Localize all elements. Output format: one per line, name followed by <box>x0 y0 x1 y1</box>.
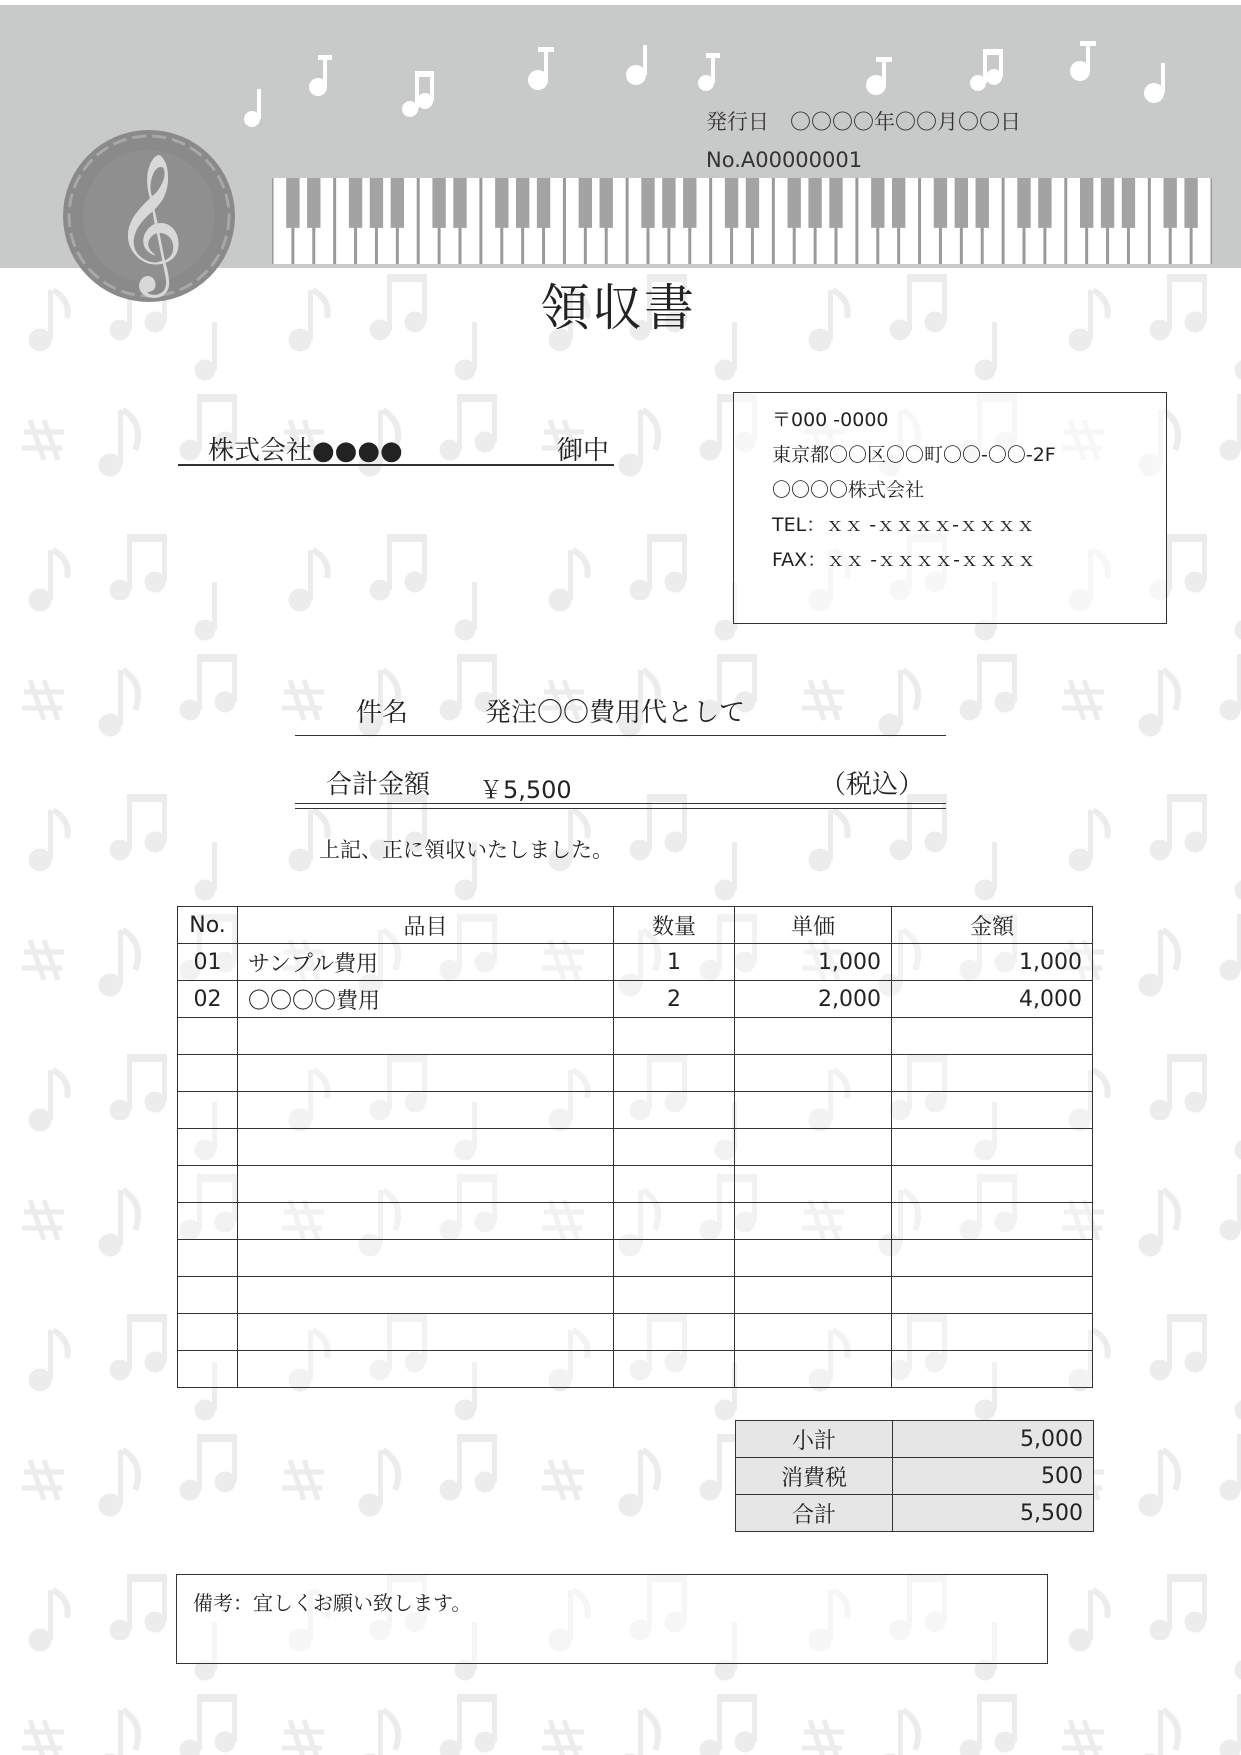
piano-black-key <box>955 178 968 228</box>
item-quantity <box>614 1055 735 1092</box>
item-no <box>178 1055 238 1092</box>
table-row <box>178 1277 1093 1314</box>
table-row <box>178 1092 1093 1129</box>
piano-black-key <box>683 178 696 228</box>
item-quantity <box>614 1277 735 1314</box>
item-no <box>178 1314 238 1351</box>
issuer-company: 〇〇〇〇株式会社 <box>772 479 925 501</box>
subject-underline <box>295 735 946 736</box>
piano-black-key <box>829 178 842 228</box>
item-unit-price <box>735 1277 892 1314</box>
item-quantity <box>614 1129 735 1166</box>
table-row <box>178 1351 1093 1388</box>
item-unit-price <box>735 1018 892 1055</box>
grand-total-value: 5,500 <box>893 1495 1094 1532</box>
header-amount: 金額 <box>892 907 1093 944</box>
table-row <box>178 1314 1093 1351</box>
item-unit-price: 2,000 <box>735 981 892 1018</box>
item-unit-price <box>735 1166 892 1203</box>
total-amount-label: 合計金額 <box>326 770 431 800</box>
item-name <box>238 1314 614 1351</box>
tax-value: 500 <box>893 1458 1094 1495</box>
total-amount-value: ￥5,500 <box>479 776 572 804</box>
item-amount <box>892 1240 1093 1277</box>
recipient-name: 株式会社●●●● <box>208 436 403 466</box>
item-no <box>178 1129 238 1166</box>
item-amount <box>892 1203 1093 1240</box>
item-unit-price <box>735 1203 892 1240</box>
piano-black-key <box>307 178 320 228</box>
piano-black-key <box>432 178 445 228</box>
item-unit-price <box>735 1240 892 1277</box>
piano-black-key <box>537 178 550 228</box>
piano-black-key <box>391 178 404 228</box>
item-no <box>178 1203 238 1240</box>
total-amount-underline <box>295 803 946 804</box>
item-unit-price <box>735 1055 892 1092</box>
piano-black-key <box>286 178 299 228</box>
issuer-postal-code: 〒000 -0000 <box>772 409 889 431</box>
item-no: 01 <box>178 944 238 981</box>
piano-black-key <box>1184 178 1197 228</box>
grand-total-row <box>736 1495 1094 1532</box>
receipt-number: No.A00000001 <box>706 148 863 172</box>
item-unit-price <box>735 1314 892 1351</box>
items-table-header-row <box>178 907 1093 944</box>
issuer-fax: FAX：ｘｘ -ｘｘｘｘ-ｘｘｘｘ <box>772 549 1036 571</box>
piano-black-key <box>725 178 738 228</box>
table-row <box>178 1203 1093 1240</box>
piano-black-key <box>976 178 989 228</box>
piano-black-key <box>1122 178 1135 228</box>
items-table <box>177 906 1093 1388</box>
item-amount <box>892 1166 1093 1203</box>
item-no <box>178 1018 238 1055</box>
item-quantity <box>614 1166 735 1203</box>
item-name <box>238 1055 614 1092</box>
header-item: 品目 <box>238 907 614 944</box>
item-amount <box>892 1018 1093 1055</box>
item-unit-price: 1,000 <box>735 944 892 981</box>
table-row <box>178 981 1093 1018</box>
item-quantity <box>614 1018 735 1055</box>
item-unit-price <box>735 1129 892 1166</box>
item-unit-price <box>735 1092 892 1129</box>
item-quantity <box>614 1092 735 1129</box>
item-amount <box>892 1129 1093 1166</box>
subject-label: 件名 <box>356 698 409 728</box>
notes-box <box>176 1574 1048 1664</box>
piano-black-key <box>495 178 508 228</box>
subtotal-label: 小計 <box>736 1421 893 1458</box>
totals-table <box>735 1420 1094 1532</box>
total-amount-double-underline <box>295 808 946 809</box>
piano-black-key <box>600 178 613 228</box>
item-amount <box>892 1055 1093 1092</box>
recipient-honorific: 御中 <box>557 436 610 466</box>
table-row <box>178 1129 1093 1166</box>
piano-black-key <box>788 178 801 228</box>
item-amount: 4,000 <box>892 981 1093 1018</box>
piano-black-key <box>1017 178 1030 228</box>
item-name <box>238 1166 614 1203</box>
piano-black-key <box>808 178 821 228</box>
item-name: サンプル費用 <box>238 944 614 981</box>
document-title: 領収書 <box>540 279 696 337</box>
received-statement: 上記、正に領収いたしました。 <box>319 838 613 862</box>
item-no <box>178 1240 238 1277</box>
table-row <box>178 1018 1093 1055</box>
item-quantity <box>614 1351 735 1388</box>
recipient-underline <box>178 464 614 466</box>
item-name <box>238 1129 614 1166</box>
item-quantity <box>614 1203 735 1240</box>
piano-black-key <box>516 178 529 228</box>
notes-text: 備考：宜しくお願い致します。 <box>193 1591 472 1615</box>
table-row <box>178 1055 1093 1092</box>
subject-value: 発注〇〇費用代として <box>485 698 746 728</box>
piano-black-key <box>453 178 466 228</box>
grand-total-label: 合計 <box>736 1495 893 1532</box>
tax-row <box>736 1458 1094 1495</box>
item-quantity: 2 <box>614 981 735 1018</box>
table-row <box>178 944 1093 981</box>
piano-black-key <box>662 178 675 228</box>
piano-black-key <box>871 178 884 228</box>
item-no <box>178 1092 238 1129</box>
tax-label: 消費税 <box>736 1458 893 1495</box>
header-unit-price: 単価 <box>735 907 892 944</box>
item-no: 02 <box>178 981 238 1018</box>
issue-date: 発行日 〇〇〇〇年〇〇月〇〇日 <box>706 110 1021 134</box>
treble-clef-stamp-icon <box>56 123 242 309</box>
item-quantity: 1 <box>614 944 735 981</box>
item-name <box>238 1277 614 1314</box>
item-name <box>238 1240 614 1277</box>
table-row <box>178 1240 1093 1277</box>
piano-black-key <box>1164 178 1177 228</box>
item-quantity <box>614 1240 735 1277</box>
item-amount <box>892 1092 1093 1129</box>
item-amount: 1,000 <box>892 944 1093 981</box>
header-no: No. <box>178 907 238 944</box>
piano-keyboard-decoration <box>272 178 1212 264</box>
issuer-address: 東京都〇〇区〇〇町〇〇-〇〇-2F <box>772 444 1056 466</box>
issuer-tel: TEL：ｘｘ -ｘｘｘｘ-ｘｘｘｘ <box>772 514 1035 536</box>
item-name <box>238 1203 614 1240</box>
piano-black-key <box>579 178 592 228</box>
item-amount <box>892 1314 1093 1351</box>
item-no <box>178 1351 238 1388</box>
item-name <box>238 1092 614 1129</box>
piano-black-key <box>892 178 905 228</box>
item-name <box>238 1018 614 1055</box>
piano-black-key <box>349 178 362 228</box>
subtotal-row <box>736 1421 1094 1458</box>
subtotal-value: 5,000 <box>893 1421 1094 1458</box>
svg-text:𝄞: 𝄞 <box>113 153 185 292</box>
piano-black-key <box>1101 178 1114 228</box>
header-quantity: 数量 <box>614 907 735 944</box>
item-no <box>178 1166 238 1203</box>
item-unit-price <box>735 1351 892 1388</box>
piano-black-key <box>1080 178 1093 228</box>
issuer-address-box <box>733 392 1167 624</box>
piano-black-key <box>934 178 947 228</box>
table-row <box>178 1166 1093 1203</box>
piano-black-key <box>641 178 654 228</box>
piano-black-key <box>370 178 383 228</box>
piano-black-key <box>746 178 759 228</box>
item-amount <box>892 1351 1093 1388</box>
item-quantity <box>614 1314 735 1351</box>
item-name: 〇〇〇〇費用 <box>238 981 614 1018</box>
piano-black-key <box>1038 178 1051 228</box>
tax-included-note: （税込） <box>820 770 925 800</box>
item-no <box>178 1277 238 1314</box>
item-amount <box>892 1277 1093 1314</box>
item-name <box>238 1351 614 1388</box>
